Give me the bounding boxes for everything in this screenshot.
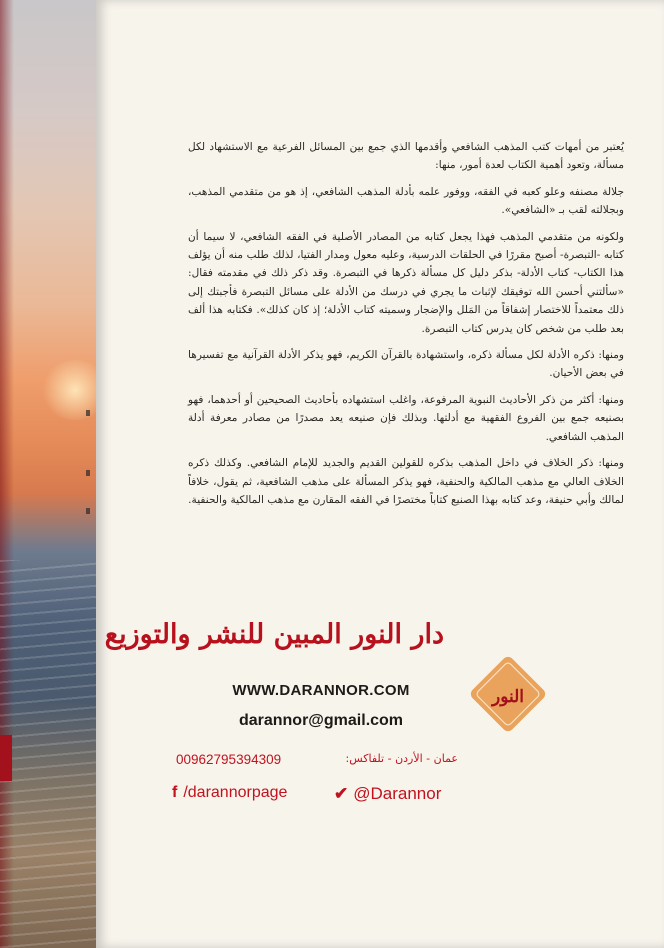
sea-waves (0, 560, 96, 948)
twitter-handle: @Darannor (353, 784, 442, 803)
phone-number: 00962795394309 (176, 752, 282, 767)
website-link[interactable]: WWW.DARANNOR.COM (232, 682, 410, 699)
description-paragraph: ومنها: أكثر من ذكر الأحاديث النبوية المرفوعة، واغلب استشهاده بأحاديث الصحيحين أو أحدهما، فهو بصنيعه جمع بين الفروع الفقهية مع أدلتها. وبذلك فإن صنيعه يعد مصدرًا من مصادر معرفة أدلة المذهب الشافعي. (188, 393, 624, 443)
description-paragraph: ومنها: ذكر الخلاف في داخل المذهب بذكره للقولين القديم والجديد للإمام الشافعي. وكذلك ذكره الخلاف العالي مع مذهب المالكية والحنفية، فهو يذكر المسألة على مذهب الشافعية، ثم يقول، خلافاً لمالك وأبي حنيفة، وعد كتابه بهذا الصنيع كتاباً مختصرًا في الفقه المقارن مع مذهب المالكية والحنفية. (188, 457, 624, 506)
spine-mark (86, 508, 90, 514)
address-label: عمان - الأردن - تلفاكس: (345, 752, 458, 765)
email-link[interactable]: darannor@gmail.com (238, 712, 404, 729)
description-paragraph: جلالة مصنفه وعلو كعبه في الفقه، ووفور علمه بأدلة المذهب الشافعي، إذ هو من متقدمي المذهب، وبجلالته لقب بـ «الشافعي». (188, 185, 624, 217)
description-paragraph: ومنها: ذكره الأدلة لكل مسألة ذكره، واستشهادة بالقرآن الكريم، فهو يذكر الأدلة القرآنية مع تفسيرها في بعض الأحيان. (188, 349, 624, 380)
facebook-link[interactable] (172, 784, 332, 802)
twitter-icon: ✔ (334, 784, 349, 803)
spine-red-stripe (0, 735, 12, 781)
description-paragraph: ولكونه من متقدمي المذهب فهذا يجعل كتابه من المصادر الأصلية في الفقه الشافعي، لا سيما أن كتابه -التبصرة- أصبح مقررًا في الحلقات الدرسية، وعليه معول ومدار الفتيا، لذلك طلب منه أن يؤلف هذا الكتاب- كتاب الأدلة- بذكر دليل كل مسألة ذكرها في التبصرة. وقد ذكر ذلك في مقدمته فقال: «سألتني أحسن الله توفيقك لإثبات ما يجري في درسك من الأدلة على مسائل التبصرة فأجبتك إلى ذلك معتمداً للاختصار إشفاقاً من المَلل والإضجار وسميته كتاب الأدلة؛ إذ كان كذلك». فكتابه هذا ألف بعد طلب من شخص كان يدرس كتاب التبصرة. (188, 230, 624, 335)
facebook-handle: /darannorpage (183, 784, 288, 801)
facebook-icon: f (172, 784, 178, 801)
book-description (188, 138, 624, 517)
logo-text: النور (491, 687, 525, 707)
description-paragraph: يُعتبر من أمهات كتب المذهب الشافعي وأقدمها الذي جمع بين المسائل الفرعية مع الاستشهاد لكل مسألة، وتعود أهمية الكتاب لعدة أمور، منها: (188, 141, 624, 172)
twitter-link[interactable] (334, 784, 464, 804)
publisher-logo-icon (466, 652, 550, 736)
spine-mark (86, 470, 90, 476)
book-spine-image (0, 0, 96, 948)
spine-mark (86, 410, 90, 416)
publisher-name: دار النور المبين للنشر والتوزيع (104, 619, 444, 650)
